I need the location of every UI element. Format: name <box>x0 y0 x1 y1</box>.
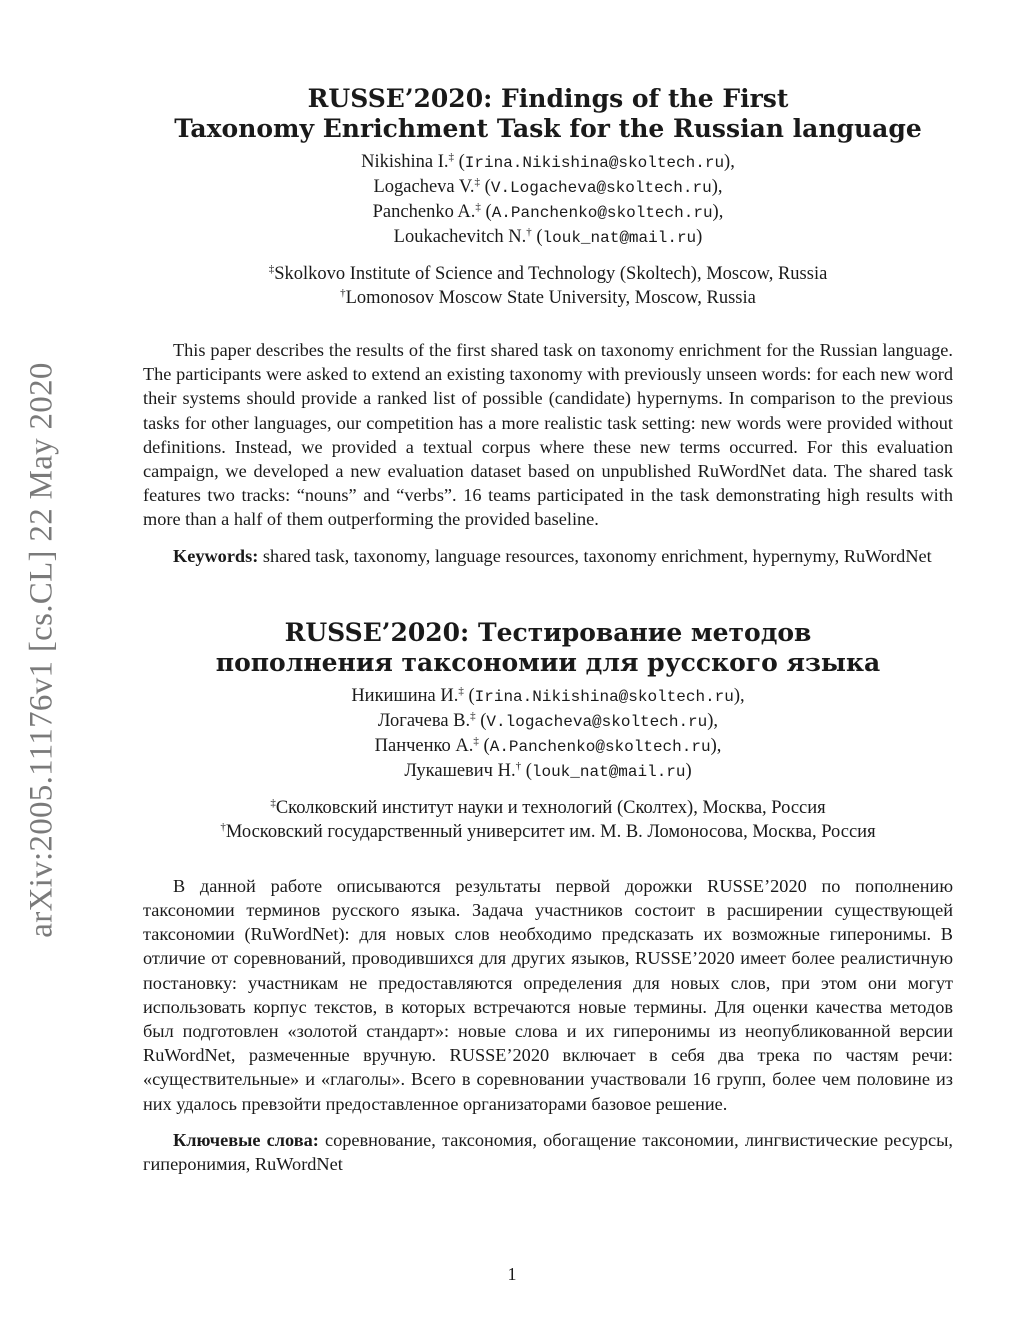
russian-title <box>143 618 953 678</box>
author-email[interactable]: louk_nat@mail.ru <box>531 762 686 781</box>
russian-keywords <box>143 1128 953 1176</box>
author-email[interactable]: Irina.Nikishina@skoltech.ru <box>474 687 734 706</box>
english-title <box>143 84 953 144</box>
russian-abstract: В данной работе описываются результаты первой дорожки RUSSE’2020 по пополнению таксономии терминов русского языка. Задача участников состоит в расширении существующей таксономии (RuWordNet): для новых слов необходимо предсказать их возможные гиперонимы. В отличие от соревнований, проводившихся для других языков, RUSSE’2020 имеет более реалистичную постановку: участникам не предоставляются определения для новых слов, при этом они могут использовать корпус текстов, в которых встречаются новые термины. Для оценки качества методов был подготовлен «золотой стандарт»: новые слова и их гиперонимы из неопубликованной версии RuWordNet, размеченные вручную. RUSSE’2020 включает в себя два трека по частям речи: «существительные» и «глаголы». Всего в соревновании участвовали 16 групп, более чем половине из них удалось превзойти предоставленное организаторами базовое решение. <box>143 875 953 1114</box>
author-email[interactable]: Irina.Nikishina@skoltech.ru <box>464 154 725 172</box>
english-affiliations <box>143 262 953 310</box>
english-title-line-2: Taxonomy Enrichment Task for the Russian language <box>174 114 922 143</box>
author-line: Logacheva V.‡ (V.Logacheva@skoltech.ru), <box>373 176 723 197</box>
keywords-text: shared task, taxonomy, language resources, taxonomy enrichment, hypernymy, RuWordNet <box>262 545 932 566</box>
author-line: Панченко А.‡ (A.Panchenko@skoltech.ru), <box>374 734 722 756</box>
author-line: Никишина И.‡ (Irina.Nikishina@skoltech.ru), <box>351 684 745 706</box>
author-email[interactable]: louk_nat@mail.ru <box>542 229 697 247</box>
author-line: Loukachevitch N.† (louk_nat@mail.ru) <box>393 226 703 247</box>
author-line: Panchenko A.‡ (A.Panchenko@skoltech.ru), <box>372 201 724 222</box>
author-line: Лукашевич Н.† (louk_nat@mail.ru) <box>404 759 692 781</box>
english-section <box>143 84 953 568</box>
affiliation-line: †Московский государственный университет им. М. В. Ломоносова, Москва, Россия <box>220 820 876 842</box>
english-title-line-1: RUSSE’2020: Findings of the First <box>307 84 789 113</box>
author-email[interactable]: A.Panchenko@skoltech.ru <box>489 737 711 756</box>
affiliation-line: †Lomonosov Moscow State University, Moscow, Russia <box>340 287 756 308</box>
russian-section <box>143 618 953 1176</box>
affiliation-line: ‡Skolkovo Institute of Science and Technology (Skoltech), Moscow, Russia <box>268 263 828 284</box>
english-keywords <box>143 544 953 568</box>
russian-title-line-1: RUSSE’2020: Тестирование методов <box>284 617 812 647</box>
paper-page <box>143 84 953 1176</box>
english-author-list <box>143 150 953 250</box>
keywords-label: Ключевые слова: <box>173 1129 319 1150</box>
keywords-label: Keywords: <box>173 545 259 566</box>
author-line: Логачева В.‡ (V.logacheva@skoltech.ru), <box>377 709 719 731</box>
keywords-text: соревнование, таксономия, обогащение таксономии, лингвистические ресурсы, гиперонимия, RuWordNet <box>143 1129 953 1175</box>
author-email[interactable]: V.logacheva@skoltech.ru <box>486 712 708 731</box>
author-line: Nikishina I.‡ (Irina.Nikishina@skoltech.ru), <box>361 151 735 172</box>
english-abstract: This paper describes the results of the first shared task on taxonomy enrichment for the Russian language. The participants were asked to extend an existing taxonomy with previously unseen words: for each new word their systems should provide a ranked list of possible (candidate) hypernyms. In comparison to the previous tasks for other languages, our competition has a more realistic task setting: new words were provided without definitions. Instead, we provided a textual corpus where these new terms occurred. For this evaluation campaign, we developed a new evaluation dataset based on unpublished RuWordNet data. The shared task features two tracks: “nouns” and “verbs”. 16 teams participated in the task demonstrating high results with more than a half of them outperforming the provided baseline. <box>143 340 953 530</box>
russian-affiliations <box>143 796 953 844</box>
author-email[interactable]: V.Logacheva@skoltech.ru <box>490 179 712 197</box>
russian-title-line-2: пополнения таксономии для русского языка <box>215 647 881 677</box>
arxiv-identifier: arXiv:2005.11176v1 [cs.CL] 22 May 2020 <box>23 362 60 938</box>
author-email[interactable]: A.Panchenko@skoltech.ru <box>491 204 713 222</box>
page-number: 1 <box>507 1264 517 1284</box>
russian-author-list <box>143 684 953 784</box>
affiliation-line: ‡Сколковский институт науки и технологий (Сколтех), Москва, Россия <box>270 796 826 818</box>
